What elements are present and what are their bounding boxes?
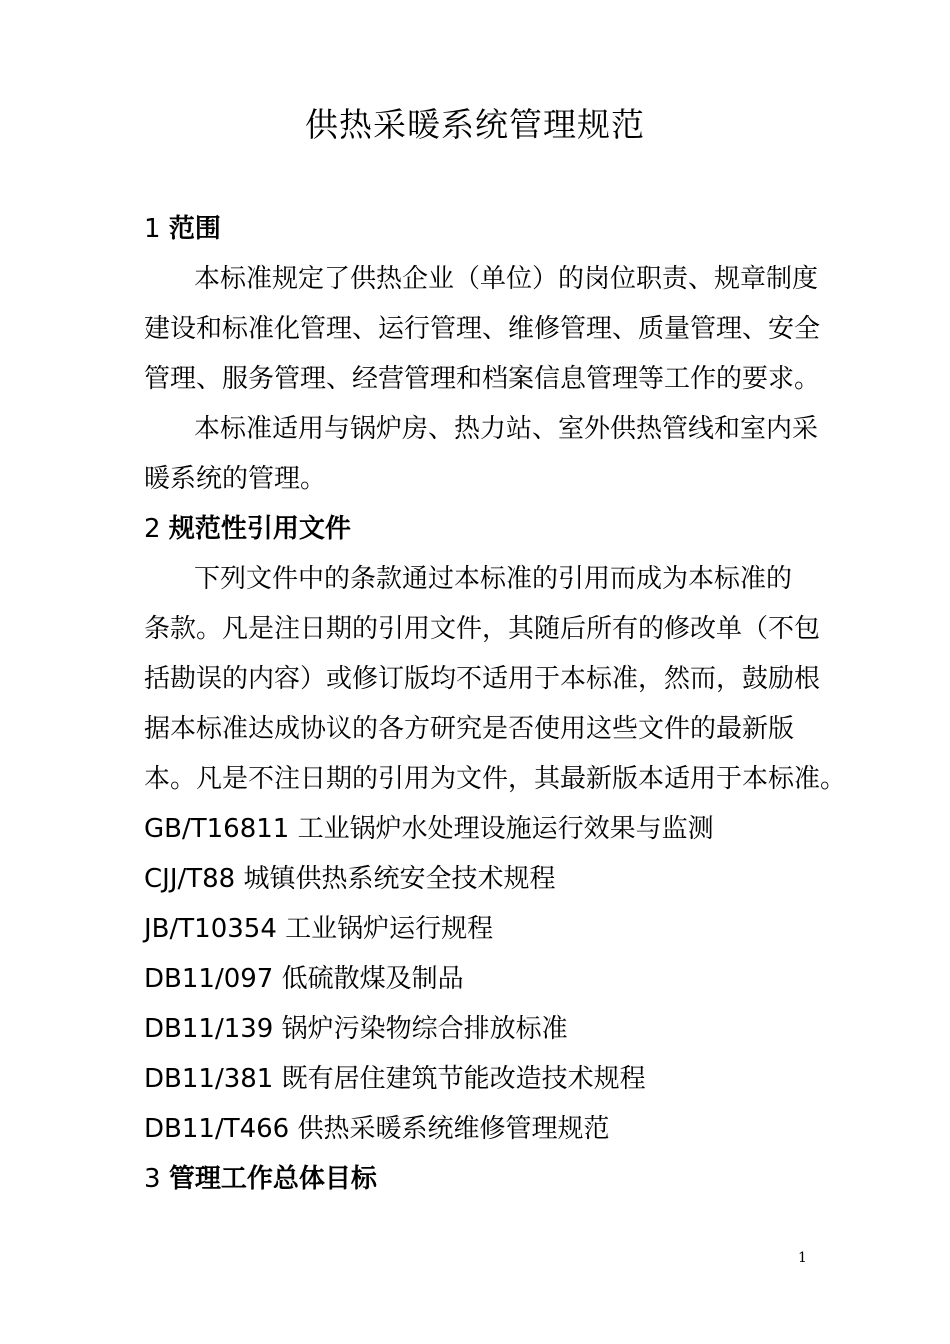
section-number: 1 (144, 214, 161, 244)
page-number: 1 (798, 1250, 807, 1266)
paragraph-line: 下列文件中的条款通过本标准的引用而成为本标准的 (194, 564, 793, 594)
section-heading-1 (144, 204, 844, 254)
section-number: 2 (144, 514, 161, 544)
section-heading-3 (144, 1154, 844, 1204)
paragraph-line: 本标准规定了供热企业（单位）的岗位职责、规章制度 (194, 264, 819, 294)
paragraph-line: 暖系统的管理。 (144, 464, 327, 494)
paragraph-line: 括勘误的内容）或修订版均不适用于本标准，然而，鼓励根 (144, 664, 821, 694)
section-number: 3 (144, 1164, 161, 1194)
paragraph-line: 本标准适用与锅炉房、热力站、室外供热管线和室内采 (194, 414, 819, 444)
section-title: 管理工作总体目标 (168, 1164, 377, 1194)
document-body (144, 204, 847, 1204)
document-title: 供热采暖系统管理规范 (305, 105, 645, 144)
section-heading-2 (144, 504, 844, 554)
reference-item: DB11/097 低硫散煤及制品 (144, 964, 464, 994)
paragraph-line: 管理、服务管理、经营管理和档案信息管理等工作的要求。 (144, 364, 821, 394)
paragraph-line: 条款。凡是注日期的引用文件，其随后所有的修改单（不包 (144, 614, 821, 644)
reference-item: CJJ/T88 城镇供热系统安全技术规程 (144, 864, 556, 894)
reference-item: DB11/T466 供热采暖系统维修管理规范 (144, 1114, 610, 1144)
reference-item: DB11/381 既有居住建筑节能改造技术规程 (144, 1064, 646, 1094)
section-title: 规范性引用文件 (168, 514, 351, 544)
reference-item: GB/T16811 工业锅炉水处理设施运行效果与监测 (144, 814, 714, 844)
paragraph-line: 建设和标准化管理、运行管理、维修管理、质量管理、安全 (144, 314, 821, 344)
reference-item: JB/T10354 工业锅炉运行规程 (144, 914, 494, 944)
paragraph-line: 本。凡是不注日期的引用为文件，其最新版本适用于本标准。 (144, 764, 847, 794)
paragraph-line: 据本标准达成协议的各方研究是否使用这些文件的最新版 (144, 714, 795, 744)
section-title: 范围 (168, 214, 221, 244)
reference-item: DB11/139 锅炉污染物综合排放标准 (144, 1014, 568, 1044)
